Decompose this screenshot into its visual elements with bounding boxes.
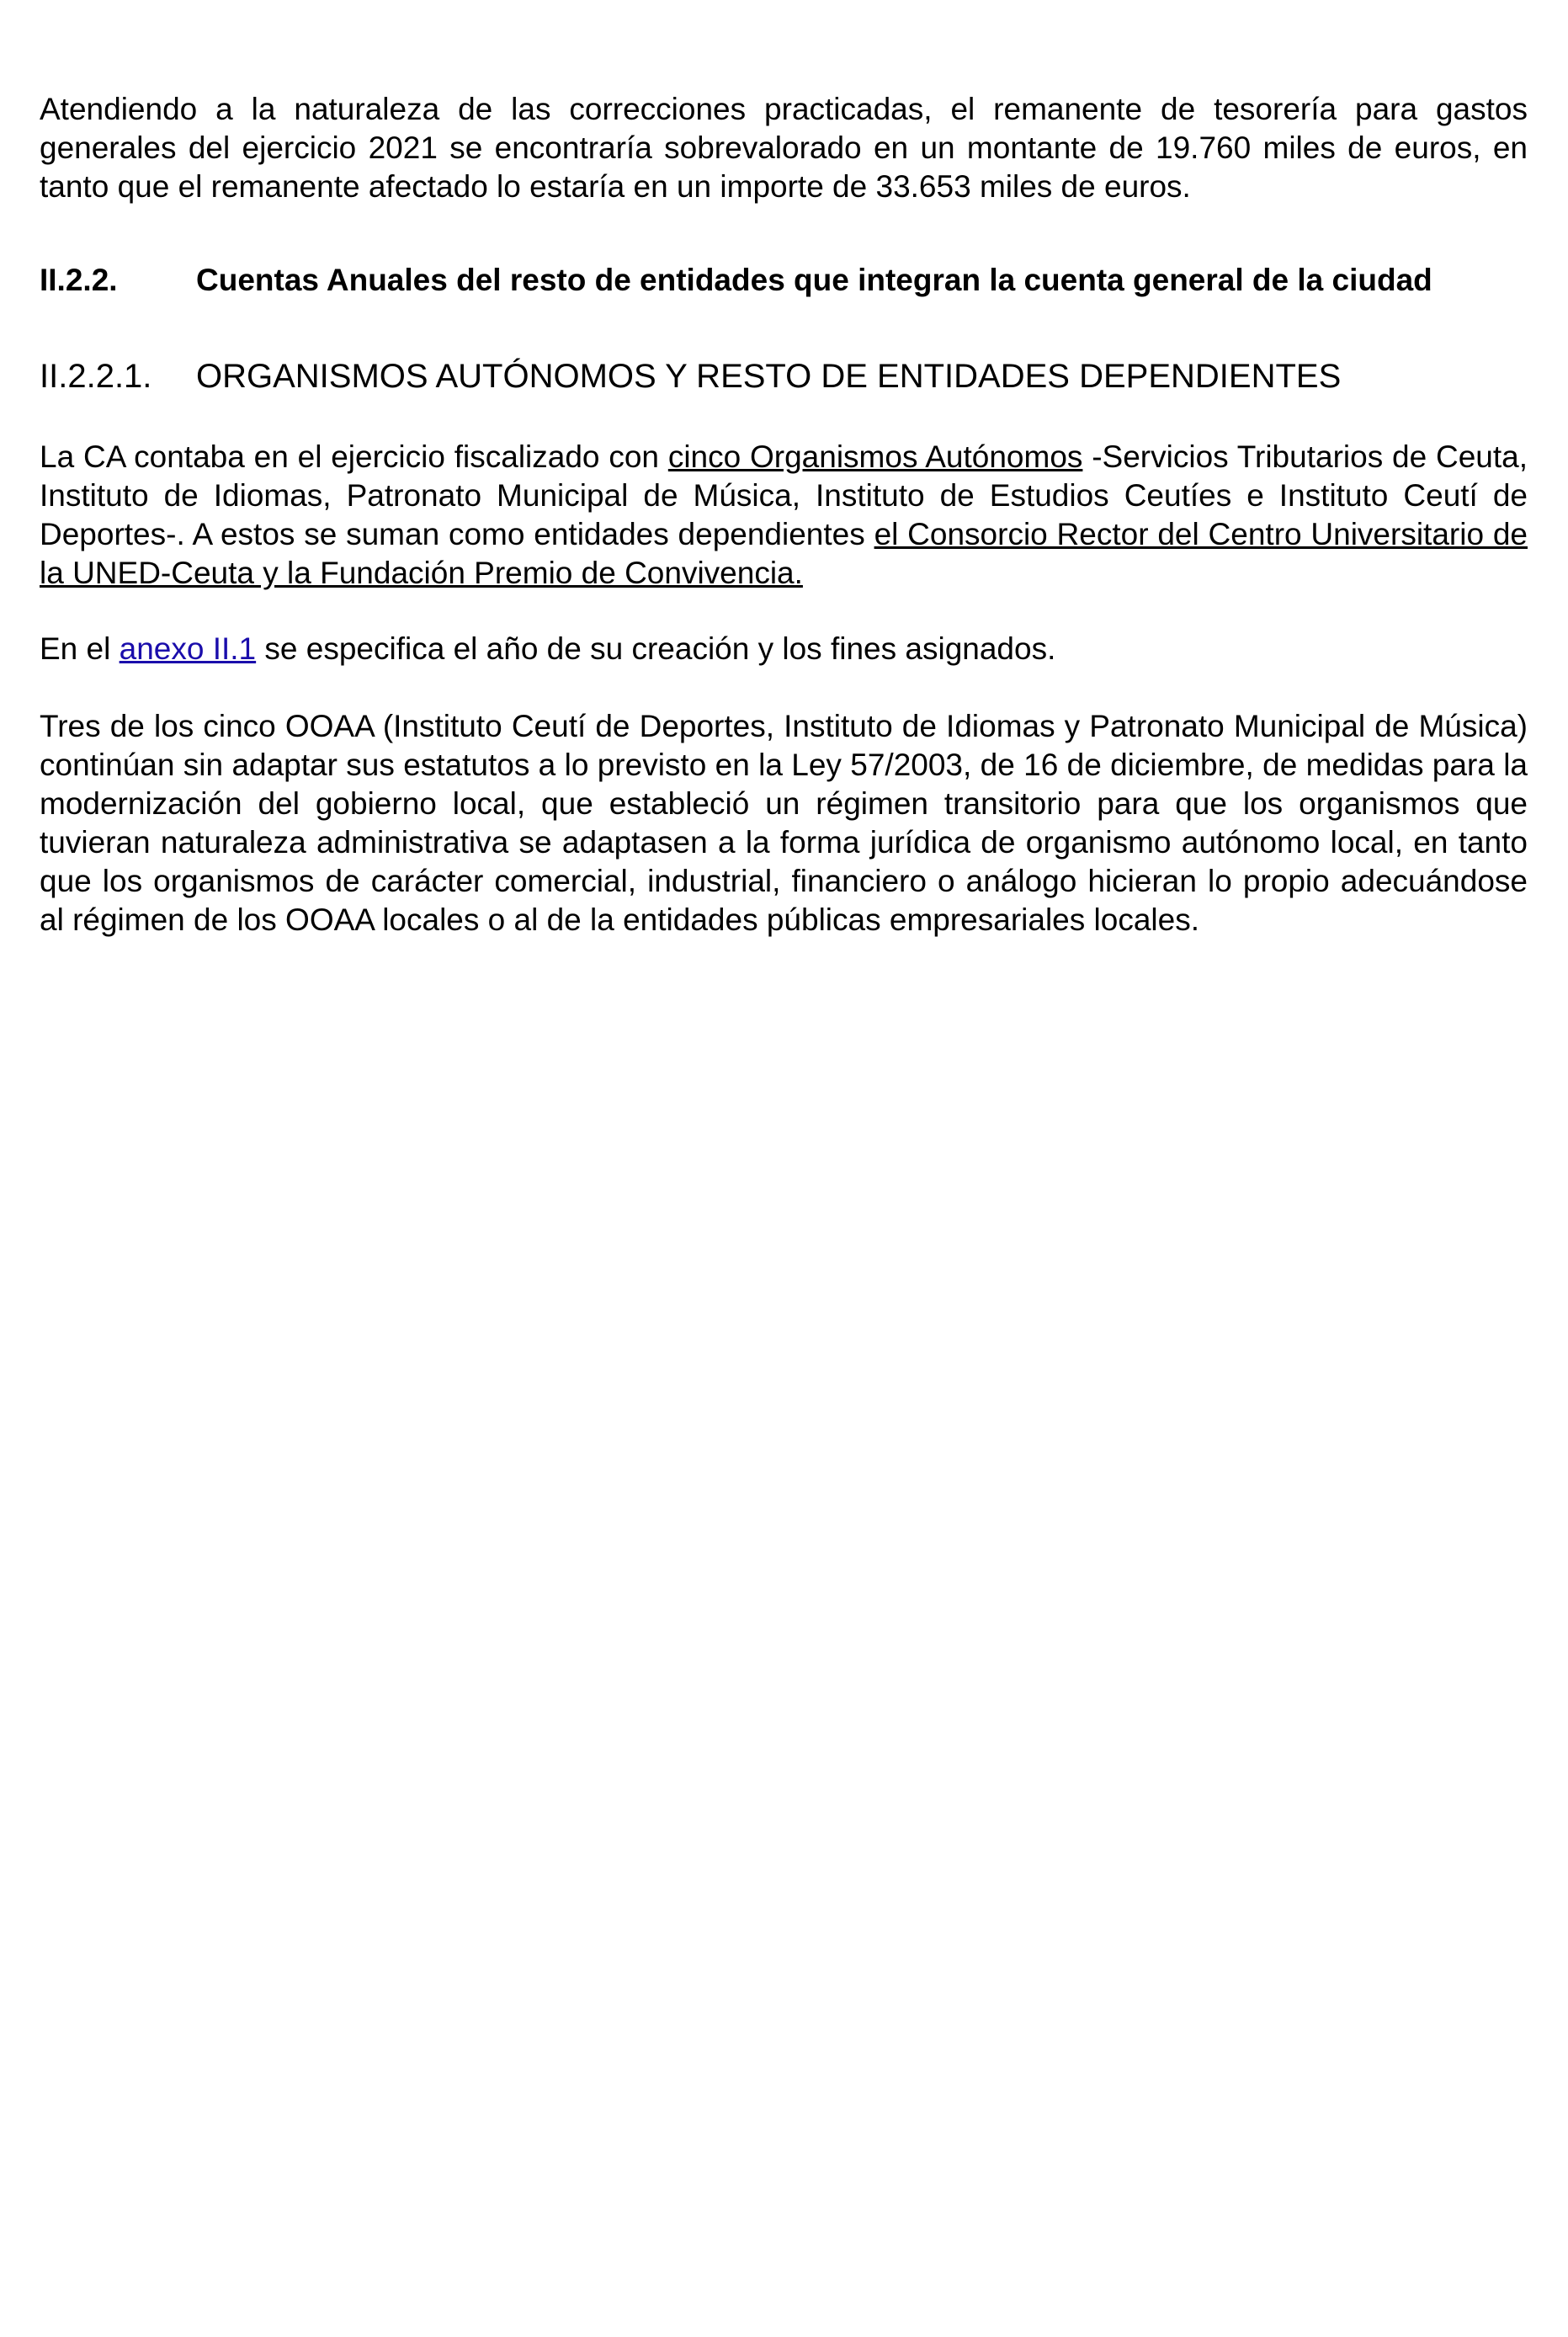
- paragraph-anexo-text-after: se especifica el año de su creación y los fines asignados.: [256, 631, 1056, 666]
- paragraph-anexo: [40, 630, 1528, 668]
- paragraph-anexo-text-before: En el: [40, 631, 120, 666]
- underlined-cinco-organismos: cinco Organismos Autónomos: [667, 439, 1083, 474]
- subsection-heading: [40, 357, 1528, 396]
- paragraph-organismos: [40, 438, 1528, 593]
- paragraph-ooaa-estatutos: Tres de los cinco OOAA (Instituto Ceutí de Deportes, Instituto de Idiomas y Patronato Municipal de Música) continúan sin adaptar sus estatutos a lo previsto en la Ley 57/2003, de 16 de diciembre, de medidas para la modernización del gobierno local, que estableció un régimen transitorio para que los organismos que tuvieran naturaleza administrativa se adaptasen a la forma jurídica de organismo autónomo local, en tanto que los organismos de carácter comercial, industrial, financiero o análogo hicieran lo propio adecuándose al régimen de los OOAA locales o al de la entidades públicas empresariales locales.: [40, 709, 1528, 937]
- section-number: II.2.2.: [40, 263, 118, 297]
- anexo-link[interactable]: anexo II.1: [119, 631, 257, 666]
- paragraph-remanente: Atendiendo a la naturaleza de las correcciones practicadas, el remanente de tesorería para gastos generales del ejercicio 2021 se encontraría sobrevalorado en un montante de 19.760 miles de euros, en tanto que el remanente afectado lo estaría en un importe de 33.653 miles de euros.: [40, 92, 1528, 204]
- underlined-consorcio-fundacion: el Consorcio Rector del Centro Universitario de la UNED-Ceuta y la Fundación Premio de Convivencia.: [40, 517, 1528, 590]
- section-heading: [40, 261, 1528, 300]
- subsection-number: II.2.2.1.: [40, 358, 152, 395]
- section-title: Cuentas Anuales del resto de entidades que integran la cuenta general de la ciudad: [196, 263, 1432, 297]
- subsection-title: ORGANISMOS AUTÓNOMOS Y RESTO DE ENTIDADES DEPENDIENTES: [196, 358, 1342, 395]
- paragraph-organismos-text-1: La CA contaba en el ejercicio fiscalizado con: [40, 439, 668, 474]
- paragraph-organismos-text-2: -Servicios Tributarios de Ceuta, Instituto de Idiomas, Patronato Municipal de Música, Instituto de Estudios Ceutíes e Instituto Ceutí de Deportes-. A estos se suman como entidades dependientes: [40, 439, 1528, 551]
